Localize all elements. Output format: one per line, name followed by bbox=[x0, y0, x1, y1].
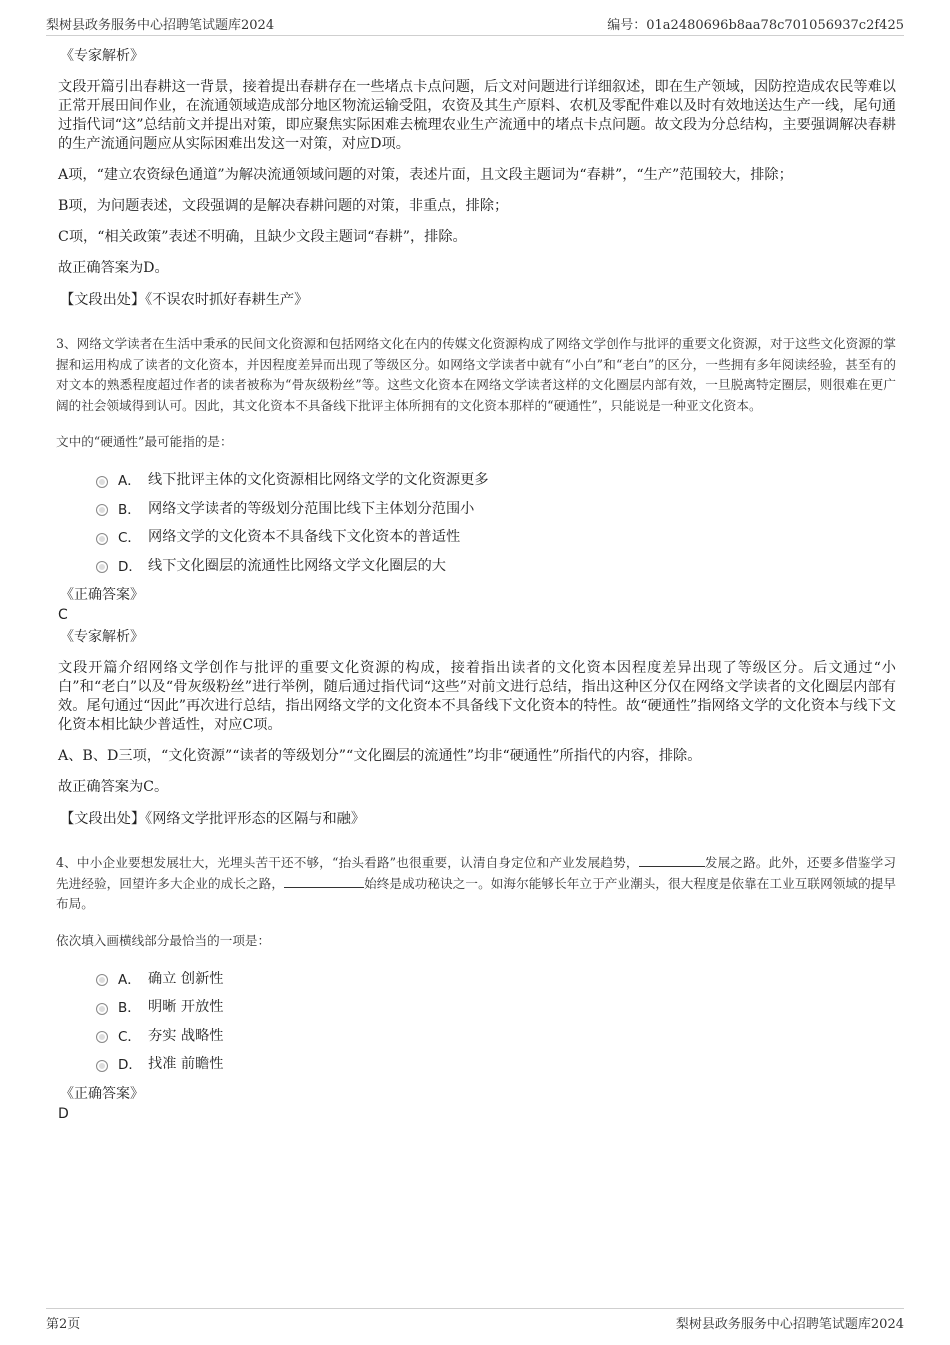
q2-analysis: 文段开篇引出春耕这一背景，接着提出春耕存在一些堵点卡点问题，后文对问题进行详细叙述，即在生产领域，因防控造成农民等难以正常开展田间作业，在流通领域造成部分地区物流运输受阻，农资及其生产原料、农机及零配件难以及时有效地送达生产一线，尾句通过指代词“这”总结前文并提出对策，即应聚焦实际困难去梳理农业生产流通中的堵点卡点问题。故文段为分总结构，主要强调解决春耕的生产流通问题应从实际困难出发这一对策，对应D项。 bbox=[58, 79, 896, 152]
q4-option-b[interactable] bbox=[96, 992, 896, 1021]
q3-option-a[interactable] bbox=[96, 465, 896, 494]
q3-conclusion: 故正确答案为C。 bbox=[58, 779, 169, 795]
q3-note-abd: A、B、D三项，“文化资源”“读者的等级划分”“文化圈层的流通性”均非“硬通性”所指代的内容，排除。 bbox=[58, 748, 702, 764]
option-text: 明晰 开放性 bbox=[148, 999, 224, 1016]
q3-analysis: 文段开篇介绍网络文学创作与批评的重要文化资源的构成，接着指出读者的文化资本因程度差异出现了等级区分。后文通过“小白”和“老白”以及“骨灰级粉丝”进行举例，随后通过指代词“这些”对前文进行总结，指出这种区分仅在网络文学读者的文化圈层内部有效。尾句通过“因此”再次进行总结，指出网络文学的文化资本不具备线下文化资本的特性。故“硬通性”指网络文学的文化资本与线下文化资本相比缺少普适性，对应C项。 bbox=[58, 660, 896, 733]
footer-divider bbox=[46, 1308, 904, 1309]
option-letter: D． bbox=[118, 1057, 142, 1074]
option-text: 夯实 战略性 bbox=[148, 1027, 224, 1044]
option-text: 网络文学读者的等级划分范围比线下主体划分范围小 bbox=[148, 500, 475, 517]
q4-blank-1 bbox=[639, 854, 705, 867]
header-code: 编号：01a2480696b8aa78c701056937c2f425 bbox=[607, 18, 904, 33]
q3-ask: 文中的“硬通性”最可能指的是： bbox=[56, 434, 233, 449]
option-text: 确立 创新性 bbox=[148, 970, 224, 987]
q2-source: 【文段出处】《不误农时抓好春耕生产》 bbox=[60, 292, 309, 308]
radio-button[interactable] bbox=[96, 1031, 108, 1043]
option-letter: D． bbox=[118, 558, 142, 575]
header-divider bbox=[46, 35, 904, 36]
q2-note-b: B项，为问题表述，文段强调的是解决春耕问题的对策，非重点，排除； bbox=[58, 198, 509, 214]
radio-button[interactable] bbox=[96, 1060, 108, 1072]
q3-option-d[interactable] bbox=[96, 551, 896, 580]
q4-option-d[interactable] bbox=[96, 1049, 896, 1078]
option-text: 线下批评主体的文化资源相比网络文学的文化资源更多 bbox=[148, 472, 489, 489]
radio-button[interactable] bbox=[96, 533, 108, 545]
option-letter: C． bbox=[118, 530, 141, 547]
header-title: 梨树县政务服务中心招聘笔试题库2024 bbox=[46, 18, 275, 33]
q4-text-1: 4、中小企业要想发展壮大，光埋头苦干还不够，“抬头看路”也很重要，认清自身定位和产业发展趋势， bbox=[56, 855, 639, 870]
footer-page-number: 第2页 bbox=[46, 1317, 81, 1332]
radio-button[interactable] bbox=[96, 561, 108, 573]
radio-button[interactable] bbox=[96, 1003, 108, 1015]
option-text: 找准 前瞻性 bbox=[148, 1056, 224, 1073]
option-letter: A． bbox=[118, 971, 141, 988]
option-text: 线下文化圈层的流通性比网络文学文化圈层的大 bbox=[148, 557, 446, 574]
option-letter: C． bbox=[118, 1028, 141, 1045]
q3-options bbox=[96, 465, 896, 579]
q2-note-c: C项，“相关政策”表述不明确，且缺少文段主题词“春耕”，排除。 bbox=[58, 229, 467, 245]
q4-text-2: 发展之路。此外，还要多借鉴学习先进经验，回望许多大企业的成长之路， bbox=[56, 855, 897, 891]
q3-answer: C bbox=[58, 607, 68, 623]
q4-question bbox=[56, 853, 896, 915]
option-text: 网络文学的文化资本不具备线下文化资本的普适性 bbox=[148, 529, 461, 546]
radio-button[interactable] bbox=[96, 974, 108, 986]
q4-ask: 依次填入画横线部分最恰当的一项是： bbox=[56, 932, 271, 948]
q3-question: 3、网络文学读者在生活中秉承的民间文化资源和包括网络文化在内的传媒文化资源构成了网络文学创作与批评的重要文化资源，对于这些文化资源的掌握和运用构成了读者的文化资本，并因程度差异而出现了等级区分。如网络文学读者中就有“小白”和“老白”的区分，一些拥有多年阅读经验，甚至有的对文本的熟悉程度超过作者的读者被称为“骨灰级粉丝”等。这些文化资本在网络文学读者这样的文化圈层内部有效，一旦脱离特定圈层，则很难在更广阔的社会领域得到认可。因此，其文化资本不具备线下批评主体所拥有的文化资本那样的“硬通性”，只能说是一种亚文化资本。 bbox=[56, 336, 896, 413]
radio-button[interactable] bbox=[96, 504, 108, 516]
q3-source: 【文段出处】《网络文学批评形态的区隔与和融》 bbox=[60, 811, 366, 827]
option-letter: B． bbox=[118, 1000, 141, 1017]
q2-analysis-label: 《专家解析》 bbox=[60, 48, 144, 64]
q4-answer: D bbox=[58, 1105, 69, 1122]
q4-option-c[interactable] bbox=[96, 1021, 896, 1050]
q4-blank-2 bbox=[284, 875, 364, 888]
q3-analysis-label: 《专家解析》 bbox=[60, 629, 144, 645]
q4-options bbox=[96, 964, 896, 1078]
q3-answer-label: 《正确答案》 bbox=[60, 587, 144, 603]
q2-conclusion: 故正确答案为D。 bbox=[58, 260, 169, 276]
footer-title: 梨树县政务服务中心招聘笔试题库2024 bbox=[675, 1317, 904, 1332]
q3-option-c[interactable] bbox=[96, 522, 896, 551]
option-letter: A． bbox=[118, 473, 141, 490]
q4-answer-label: 《正确答案》 bbox=[60, 1085, 144, 1102]
q3-option-b[interactable] bbox=[96, 494, 896, 523]
q4-text-3: 始终是成功秘诀之一。如海尔能够长年立于产业潮头，很大程度是依靠在工业互联网领域的提早布局。 bbox=[56, 875, 897, 911]
option-letter: B． bbox=[118, 501, 141, 518]
q4-option-a[interactable] bbox=[96, 964, 896, 993]
radio-button[interactable] bbox=[96, 476, 108, 488]
page-content bbox=[56, 44, 896, 1124]
q2-note-a: A项，“建立农资绿色通道”为解决流通领域问题的对策，表述片面，且文段主题词为“春耕”，“生产”范围较大，排除； bbox=[58, 167, 793, 183]
page-header bbox=[46, 14, 904, 32]
